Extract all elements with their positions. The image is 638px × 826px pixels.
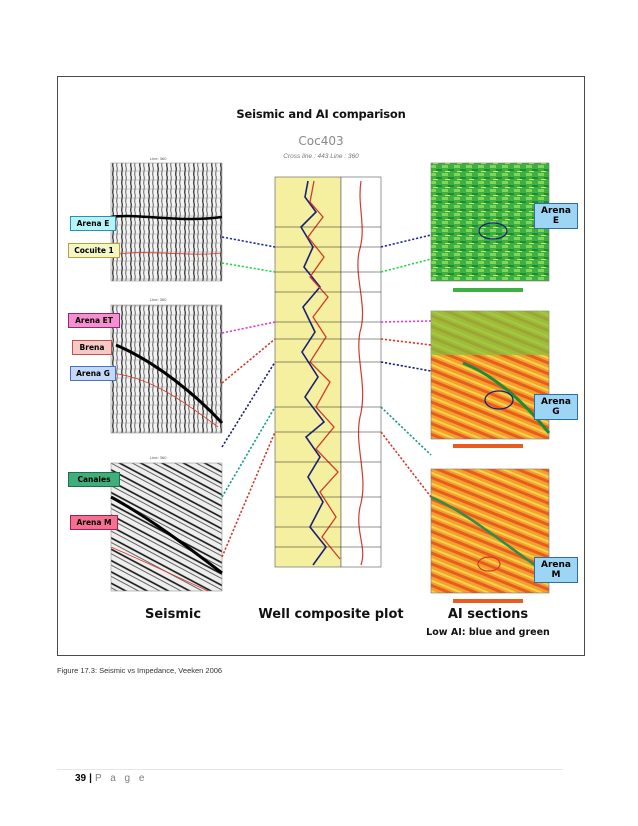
connector-line-arena-et xyxy=(222,322,275,333)
connector-line-brena xyxy=(222,339,275,383)
tag-seismic-arena-m: Arena M xyxy=(70,515,118,530)
ai-section-2 xyxy=(431,311,549,448)
ai-section-1 xyxy=(431,163,549,292)
connector-line-arena-e xyxy=(222,237,275,247)
seismic-panel-1 xyxy=(111,156,222,281)
figure-caption: Figure 17.3: Seismic vs Impedance, Veeken 2006 xyxy=(57,666,223,675)
well-caption: Well composite plot xyxy=(258,607,404,622)
connector-line-canales-ai xyxy=(381,407,431,455)
connector-line-cocuite xyxy=(222,263,275,272)
connector-line-cocuite-ai xyxy=(381,259,431,272)
seismic-caption: Seismic xyxy=(144,607,202,622)
footer-separator: | xyxy=(89,773,92,784)
crossline-label: Cross line : 443 Line : 360 xyxy=(283,153,359,160)
ai-caption-subtitle: Low AI: blue and green xyxy=(426,627,550,638)
connector-line-arena-et-ai xyxy=(381,321,431,322)
connector-line-arena-m-ai xyxy=(381,432,431,497)
tag-ai-arena-m: Arena M xyxy=(534,557,578,583)
figure-title: Seismic and AI comparison xyxy=(236,107,406,121)
page-word: P a g e xyxy=(94,773,148,784)
well-composite-plot xyxy=(275,177,381,567)
connector-line-arena-g xyxy=(222,362,275,447)
tag-seismic-cocuite-1: Cocuite 1 xyxy=(68,243,120,258)
footer-rule xyxy=(57,769,563,770)
seismic-panel-3 xyxy=(111,455,222,591)
connector-line-canales xyxy=(222,407,275,497)
page-footer xyxy=(75,773,147,784)
tag-seismic-arena-et: Arena ET xyxy=(68,313,120,328)
connector-line-arena-e-ai xyxy=(381,235,431,247)
seismic-panel-2 xyxy=(111,297,222,433)
tag-seismic-arena-g: Arena G xyxy=(70,366,116,381)
tag-ai-arena-g: Arena G xyxy=(534,394,578,420)
ai-section-3 xyxy=(431,469,549,603)
page-number: 39 xyxy=(75,773,87,784)
tag-seismic-canales: Canales xyxy=(68,472,120,487)
svg-text:Line: 360: Line: 360 xyxy=(150,156,167,161)
ai-caption-title: AI sections xyxy=(447,607,529,622)
svg-text:Line: 360: Line: 360 xyxy=(150,455,167,460)
figure-graphic xyxy=(58,77,584,655)
well-name: Coc403 xyxy=(298,134,344,148)
connector-line-arena-g-ai xyxy=(381,362,431,371)
figure-frame xyxy=(57,76,585,656)
tag-seismic-brena: Brena xyxy=(72,340,112,355)
svg-text:Line: 360: Line: 360 xyxy=(150,297,167,302)
connector-line-brena-ai xyxy=(381,339,431,345)
tag-seismic-arena-e: Arena E xyxy=(70,216,116,231)
tag-ai-arena-e: Arena E xyxy=(534,203,578,229)
